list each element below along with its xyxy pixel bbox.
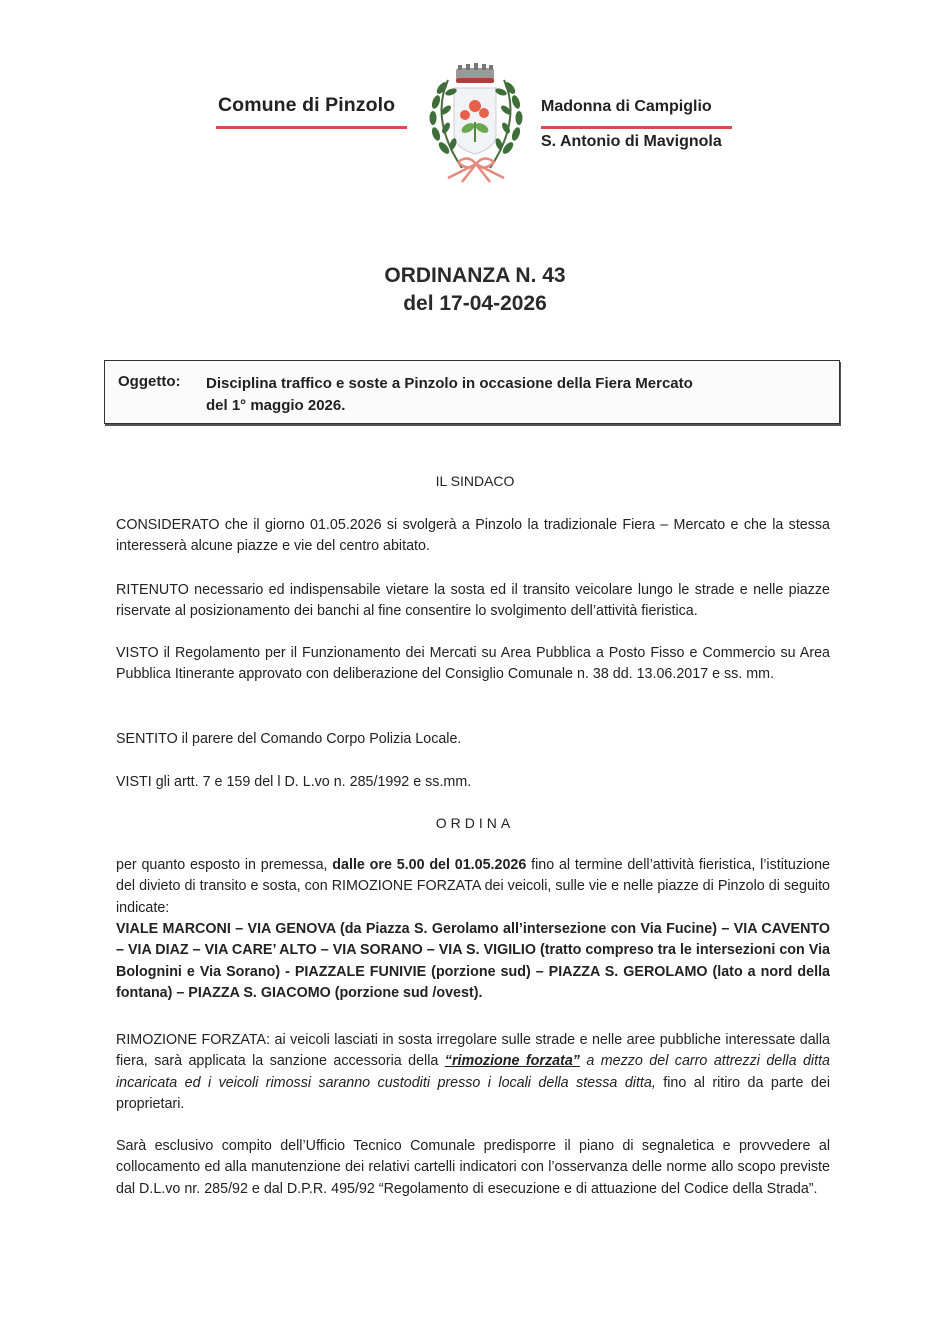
paragraph-ufficio-tecnico: Sarà esclusivo compito dell’Ufficio Tecnico Comunale predisporre il piano di segnaletica e provvedere al collocamento ed alla manutenzione dei relativi cartelli indicatori con l’osservanza delle norme allo scopo previste dal D.L.vo nr. 285/92 e dal D.P.R. 495/92 “Regolamento di esecuzione e di attuazione del Codice della Strada”. [116,1138,830,1197]
paragraph-visto: VISTO il Regolamento per il Funzionamento dei Mercati su Area Pubblica a Posto Fisso e Commercio su Area Pubblica Itinerante approvato con deliberazione del Consiglio Comunale n. 38 dd. 13.06.2017 e ss. mm. [116,645,830,683]
rimozione-emphasis: “rimozione forzata” [444,1053,580,1070]
paragraph-rimozione [116,1030,830,1115]
paragraph-visti: VISTI gli artt. 7 e 159 del l D. L.vo n. 285/1992 e ss.mm. [116,774,472,790]
coat-of-arms-icon [418,60,534,184]
rimozione-label: RIMOZIONE FORZATA: [116,1032,271,1048]
authority-heading: IL SINDACO [435,473,515,489]
subject-line-1: Disciplina traffico e soste a Pinzolo in occasione della Fiera Mercato [206,375,693,392]
paragraph-streets: VIALE MARCONI – VIA GENOVA (da Piazza S. Gerolamo all’intersezione con Via Fucine) – VIA CAVENTO – VIA DIAZ – VIA CARE’ ALTO – VIA SORANO – VIA S. VIGILIO (tratto compreso tra le intersezioni con Via Bolognini e Via Sorano) - PIAZZALE FUNIVIE (porzione sud) – PIAZZA S. GEROLAMO (lato a nord della fontana) – PIAZZA S. GIACOMO (porzione sud /ovest). [116,921,830,1001]
ordina-heading: ORDINA [435,815,515,831]
subject-box [104,360,840,424]
subject-label: Oggetto: [118,373,181,390]
paragraph-sentito: SENTITO il parere del Comando Corpo Polizia Locale. [116,731,462,747]
paragraph-ritenuto: RITENUTO necessario ed indispensabile vietare la sosta ed il transito veicolare lungo le strade e nelle piazze riservate al posizionamento dei banchi al fine consentire lo svolgimento dell’attività fieristica. [116,582,830,620]
order-intro: per quanto esposto in premessa, [116,857,333,873]
paragraph-order [116,855,830,919]
subject-text [206,373,806,417]
rimozione-italic-text: a mezzo del carro attrezzi della ditta incaricata ed i veicoli rimossi saranno custoditi presso i locali della stessa ditta, [116,1053,831,1091]
rimozione-closing: fino al ritiro da parte dei proprietari. [116,1074,830,1112]
order-start-time: dalle ore 5.00 del 01.05.2026 [332,857,527,873]
shield-icon [454,88,496,154]
ribbon-icon [448,158,504,182]
locality-s-antonio-di-mavignola: S. Antonio di Mavignola [541,133,722,150]
header-divider-left [216,126,407,129]
crown-icon [456,63,494,83]
order-details: fino al termine dell’attività fieristica, l’istituzione del divieto di transito e sosta, con RIMOZIONE FORZATA dei veicoli, sulle vie e nelle piazze di Pinzolo di seguito indicate: [116,857,830,916]
ordinance-date: del 17-04-2026 [403,292,547,315]
subject-line-2: del 1° maggio 2026. [206,397,346,414]
paragraph-considerato: CONSIDERATO che il giorno 01.05.2026 si svolgerà a Pinzolo la tradizionale Fiera – Mercato e che la stessa interesserà alcune piazze e vie del centro abitato. [116,517,830,555]
header-divider-right [541,126,732,129]
ordinance-number: ORDINANZA N. 43 [384,264,566,287]
municipality-name: Comune di Pinzolo [218,94,396,116]
rimozione-text: ai veicoli lasciati in sosta irregolare sulle strade e nelle aree pubbliche interessate dalla fiera, sarà applicata la sanzione accessoria della [116,1032,830,1070]
locality-madonna-di-campiglio: Madonna di Campiglio [541,98,712,115]
